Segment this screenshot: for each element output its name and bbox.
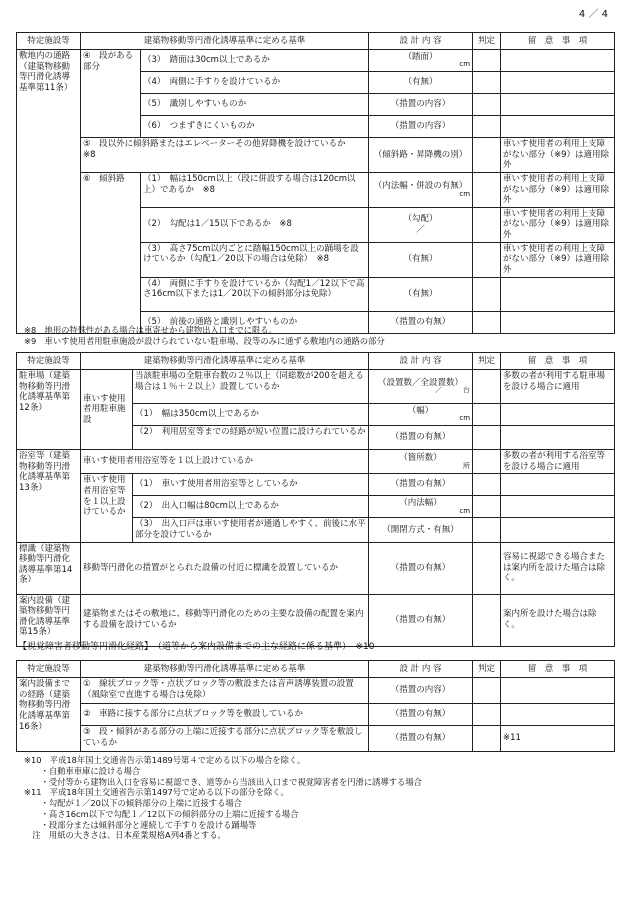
judgement-cell[interactable]: [473, 542, 501, 594]
table-row: [17, 474, 615, 496]
design-cell: （措置の内容）: [369, 94, 473, 116]
judgement-cell[interactable]: [473, 138, 501, 173]
notes-cell: [501, 116, 615, 138]
standard-cell: ② 車路に接する部分に点状ブロック等を敷設しているか: [81, 704, 369, 726]
parking-sub-label: 車いす使用者用駐車施設: [81, 370, 133, 450]
design-cell: （内法幅） cm: [369, 496, 473, 518]
notes-cell: 車いす使用者の利用上支障がない部分（※9）は適用除外: [501, 242, 615, 277]
notes-cell: [501, 50, 615, 72]
judgement-cell[interactable]: [473, 678, 501, 704]
table-row: [17, 172, 615, 207]
header-design: 設 計 内 容: [369, 353, 473, 370]
table-row: [17, 450, 615, 474]
notes-cell: [501, 404, 615, 426]
table-row: [17, 542, 615, 594]
standard-cell: （2） 利用居室等までの経路が短い位置に設けられているか: [133, 426, 369, 450]
header-design: 設 計 内 容: [369, 661, 473, 678]
notes-cell: [501, 72, 615, 94]
notes-cell: [501, 94, 615, 116]
design-cell: （内法幅・併設の有無） cm: [369, 172, 473, 207]
judgement-cell[interactable]: [473, 72, 501, 94]
standard-cell: （6） つまずきにくいものか: [141, 116, 369, 138]
notes-cell: 案内所を設けた場合は除く。: [501, 594, 615, 646]
design-cell: （措置の有無）: [369, 726, 473, 752]
judgement-cell[interactable]: [473, 311, 501, 333]
standard-cell: 当該駐車場の全駐車台数の２％以上（同総数が200を超える場合は１％＋２以上）設置しているか: [133, 370, 369, 404]
header-notes: 留 意 事 項: [501, 661, 615, 678]
notes-cell: 多数の者が利用する駐車場を設ける場合に適用: [501, 370, 615, 404]
judgement-cell[interactable]: [473, 496, 501, 518]
design-cell: （措置の有無）: [369, 704, 473, 726]
table-row: [17, 704, 615, 726]
table-row: [17, 726, 615, 752]
notes-cell: [501, 496, 615, 518]
judgement-cell[interactable]: [473, 404, 501, 426]
header-judgement: 判定: [473, 661, 501, 678]
header-standard: 建築物移動等円滑化誘導基準に定める基準: [81, 33, 369, 50]
header-design: 設 計 内 容: [369, 33, 473, 50]
judgement-cell[interactable]: [473, 426, 501, 450]
design-cell: （設置数／全設置数） ／ 台: [369, 370, 473, 404]
design-cell: （措置の有無）: [369, 426, 473, 450]
design-cell: （幅） cm: [369, 404, 473, 426]
standard-cell: ③ 段・傾斜がある部分の上端に近接する部分に点状ブロック等を敷設しているか: [81, 726, 369, 752]
table-row: [17, 370, 615, 404]
judgement-cell[interactable]: [473, 726, 501, 752]
bath-facility-cell: 浴室等（建築物移動等円滑化誘導基準第13条）: [17, 450, 81, 543]
standard-cell: ① 線状ブロック等・点状ブロック等の敷設または音声誘導装置の設置（風除室で直進する場合は免除）: [81, 678, 369, 704]
design-cell: （踏面） cm: [369, 50, 473, 72]
notes-cell: [501, 311, 615, 333]
standard-cell: 移動等円滑化の措置がとられた設備の付近に標識を設置しているか: [81, 542, 369, 594]
header-notes: 留 意 事 項: [501, 353, 615, 370]
header-standard: 建築物移動等円滑化誘導基準に定める基準: [81, 353, 369, 370]
notes-cell: [501, 277, 615, 311]
judgement-cell[interactable]: [473, 242, 501, 277]
header-notes: 留 意 事 項: [501, 33, 615, 50]
judgement-cell[interactable]: [473, 50, 501, 72]
notes-cell: 多数の者が利用する浴室等を設ける場合に適用: [501, 450, 615, 474]
judgement-cell[interactable]: [473, 277, 501, 311]
notes-cell: [501, 678, 615, 704]
judgement-cell[interactable]: [473, 450, 501, 474]
design-cell: （開閉方式・有無）: [369, 518, 473, 542]
standard-cell: （3） 出入口戸は車いす使用者が通過しやすく、前後に水平部分を設けているか: [133, 518, 369, 542]
table-row: [17, 678, 615, 704]
sign-facility-cell: 標識（建築物移動等円滑化誘導基準第14条）: [17, 542, 81, 594]
standard-cell: （1） 車いす使用者用浴室等としているか: [133, 474, 369, 496]
design-cell: （箇所数） 所: [369, 450, 473, 474]
standard-cell: （3） 高さ75cm以内ごとに踏幅150cm以上の踊場を設けているか（勾配1／20以下の場合は免除） ※8: [141, 242, 369, 277]
notes-cell: [501, 474, 615, 496]
design-cell: （措置の有無）: [369, 474, 473, 496]
table-facilities: [16, 352, 615, 647]
judgement-cell[interactable]: [473, 116, 501, 138]
design-cell: （有無）: [369, 242, 473, 277]
design-cell: （有無）: [369, 72, 473, 94]
header-standard: 建築物移動等円滑化誘導基準に定める基準: [81, 661, 369, 678]
notes-block-1: ※8 地形の特殊性がある場合は車寄せから建物出入口までに限る。 ※9 車いす使用者用駐車施設が設けられていない駐車場、段等のみに通ずる敷地内の通路の部分: [24, 325, 385, 346]
parking-facility-cell: 駐車場（建築物移動等円滑化誘導基準第12条）: [17, 370, 81, 450]
design-cell: （措置の有無）: [369, 311, 473, 333]
standard-cell: （2） 出入口幅は80cm以上であるか: [133, 496, 369, 518]
standard-cell: （3） 踏面は30cm以上であるか: [141, 50, 369, 72]
notes-cell: 車いす使用者の利用上支障がない部分（※9）は適用除外: [501, 138, 615, 173]
judgement-cell[interactable]: [473, 172, 501, 207]
section-title-visual: 【視覚障害者移動等円滑化経路】 （道等から案内設備までの主な経路に係る基準） ※10: [18, 642, 375, 652]
step-part-label: ④ 段がある部分: [81, 50, 141, 138]
judgement-cell[interactable]: [473, 518, 501, 542]
table-header: [17, 353, 615, 370]
bath-sub-label: 車いす使用者用浴室等を１以上設けているか: [81, 474, 133, 542]
judgement-cell[interactable]: [473, 704, 501, 726]
page-number: 4 ／ 4: [578, 9, 608, 20]
facility-cell: 敷地内の通路（建築物移動等円滑化誘導基準第11条）: [17, 50, 81, 334]
design-cell: （勾配） ／: [369, 207, 473, 242]
notes-cell: [501, 426, 615, 450]
table-header: [17, 661, 615, 678]
standard-cell: （1） 幅は350cm以上であるか: [133, 404, 369, 426]
slope-label: ⑥ 傾斜路: [81, 172, 141, 333]
standard-cell: （5） 前後の通路と識別しやすいものか: [141, 311, 369, 333]
notes-cell: 車いす使用者の利用上支障がない部分（※9）は適用除外: [501, 172, 615, 207]
notes-block-3: ※10 平成18年国土交通省告示第1489号第４で定める以下の場合を除く。 ・自動車車庫に設ける場合 ・受付等から建物出入口を容易に視認でき、道等から当該出入口まで視覚障害者を円滑に誘導する場合 ※11 平成18年国土交通省告示第1497号で定める以下の部分を除く。 ・勾配が１／20以下の傾斜部分の上端に近接する場合 ・高さ16cm以下で勾配１／12以下の傾斜部分の上端に近接する場合 ・段部分または傾斜部分と連続して手すりを設ける踊場等 注 用紙の大きさは、日本産業規格A列4番とする。: [24, 755, 422, 841]
table-row: [17, 50, 615, 72]
design-cell: （措置の内容）: [369, 116, 473, 138]
guide-facility-cell: 案内設備（建築物移動等円滑化誘導基準第15条）: [17, 594, 81, 646]
header-facility: 特定施設等: [17, 353, 81, 370]
standard-cell: （4） 両側に手すりを設けているか（勾配1／12以下で高さ16cm以下または1／20以下の傾斜部分は免除）: [141, 277, 369, 311]
judgement-cell[interactable]: [473, 207, 501, 242]
header-judgement: 判定: [473, 353, 501, 370]
judgement-cell[interactable]: [473, 594, 501, 646]
standard-cell: （1） 幅は150cm以上（段に併設する場合は120cm以上）であるか ※8: [141, 172, 369, 207]
standard-cell: （5） 識別しやすいものか: [141, 94, 369, 116]
table-row: [17, 594, 615, 646]
judgement-cell[interactable]: [473, 474, 501, 496]
table-header: [17, 33, 615, 50]
design-cell: （措置の有無）: [369, 542, 473, 594]
table-visual-route: [16, 660, 615, 752]
design-cell: （措置の有無）: [369, 594, 473, 646]
header-facility: 特定施設等: [17, 33, 81, 50]
design-cell: （有無）: [369, 277, 473, 311]
standard-cell: （4） 両側に手すりを設けているか: [141, 72, 369, 94]
route-facility-cell: 案内設備までの経路（建築物移動等円滑化誘導基準第16条）: [17, 678, 81, 752]
judgement-cell[interactable]: [473, 94, 501, 116]
notes-cell: [501, 518, 615, 542]
design-cell: （措置の内容）: [369, 678, 473, 704]
header-facility: 特定施設等: [17, 661, 81, 678]
table-row: [17, 138, 615, 173]
standard-cell: 車いす使用者用浴室等を１以上設けているか: [81, 450, 369, 474]
notes-cell: [501, 704, 615, 726]
header-judgement: 判定: [473, 33, 501, 50]
standard-cell: 建築物またはその敷地に、移動等円滑化のための主要な設備の配置を案内する設備を設けているか: [81, 594, 369, 646]
notes-cell: 車いす使用者の利用上支障がない部分（※9）は適用除外: [501, 207, 615, 242]
table-passage: [16, 32, 615, 334]
notes-cell: 容易に視認できる場合または案内所を設けた場合は除く。: [501, 542, 615, 594]
judgement-cell[interactable]: [473, 370, 501, 404]
design-cell: （傾斜路・昇降機の別）: [369, 138, 473, 173]
standard-cell: （2） 勾配は1／15以下であるか ※8: [141, 207, 369, 242]
notes-cell: ※11: [501, 726, 615, 752]
standard-cell: ⑤ 段以外に傾斜路またはエレベーターその他昇降機を設けているか ※8: [81, 138, 369, 173]
